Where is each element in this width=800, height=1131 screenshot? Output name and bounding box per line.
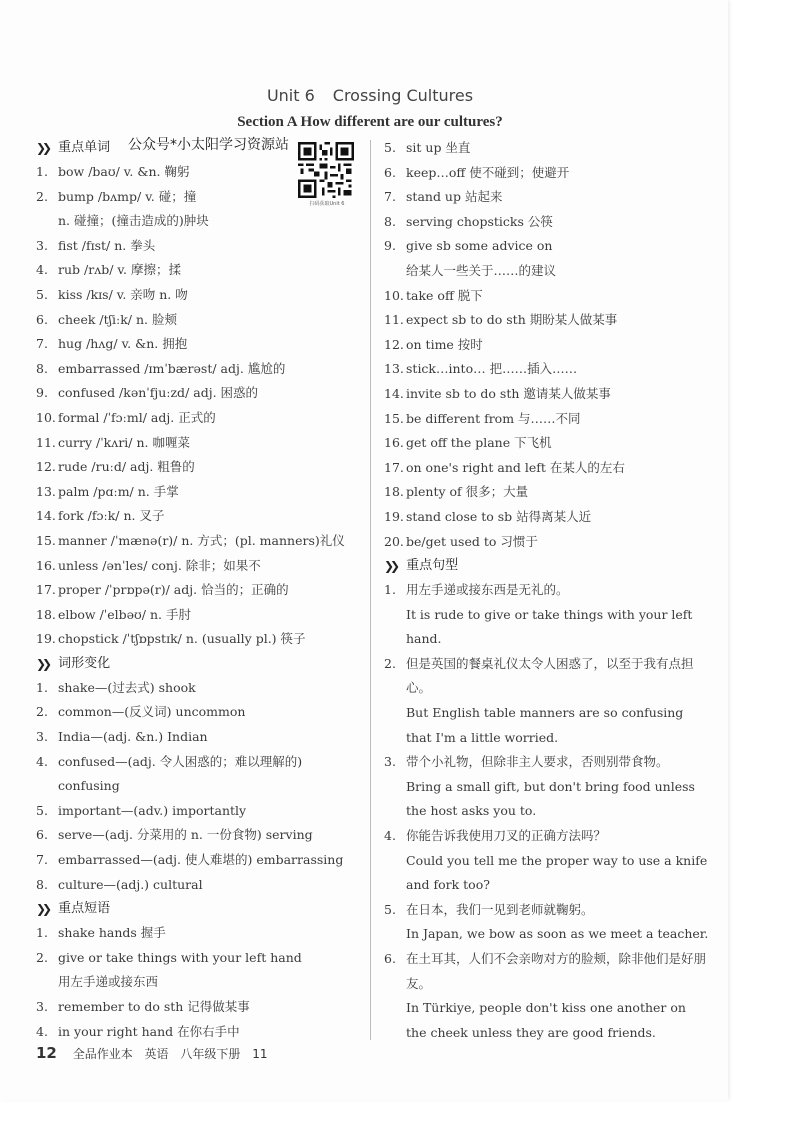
list-item: 4. confused—(adj. 令人困惑的；难以理解的) bbox=[36, 753, 303, 769]
sentence-item: 6. 在土耳其，人们不会亲吻对方的脸颊，除非他们是好朋友。 In Türkiye, people don't kiss one another on the cheek unless they are good friends. bbox=[384, 947, 710, 1045]
vocab-list bbox=[36, 160, 366, 652]
sentence-english: Bring a small gift, but don't bring food unless the host asks you to. bbox=[406, 778, 695, 819]
list-item: 2. give or take things with your left hand bbox=[36, 949, 302, 965]
list-item: 7. hug /hʌg/ v. &n. 拥抱 bbox=[36, 336, 188, 352]
sentences-heading bbox=[384, 554, 710, 578]
list-item: 12. rude /ruːd/ adj. 粗鲁的 bbox=[36, 459, 195, 475]
list-item: 6. cheek /tʃiːk/ n. 脸颊 bbox=[36, 311, 177, 327]
list-item: 20. be/get used to 习惯于 bbox=[384, 533, 538, 549]
page-footer bbox=[36, 1044, 276, 1062]
list-item: 1. shake hands 握手 bbox=[36, 925, 166, 941]
list-item: 18. plenty of 很多；大量 bbox=[384, 484, 529, 500]
sentence-chinese: 在日本，我们一见到老师就鞠躬。 bbox=[406, 901, 594, 917]
list-item: 7. stand up 站起来 bbox=[384, 189, 503, 205]
sentence-item: 4. 你能告诉我使用刀叉的正确方法吗？ Could you tell me the proper way to use a knife and fork too? bbox=[384, 824, 710, 898]
unit-subtitle: Crossing Cultures bbox=[332, 86, 474, 105]
list-item: 8. serving chopsticks 公筷 bbox=[384, 213, 553, 229]
list-item: 14. fork /fɔːk/ n. 叉子 bbox=[36, 508, 165, 524]
sentence-english: In Japan, we bow as soon as we meet a teacher. bbox=[406, 926, 709, 942]
unit-title bbox=[0, 86, 740, 105]
list-item: 13. palm /pɑːm/ n. 手掌 bbox=[36, 483, 179, 499]
list-item: 1. shake—(过去式) shook bbox=[36, 679, 196, 695]
list-item: 10. formal /ˈfɔːml/ adj. 正式的 bbox=[36, 409, 216, 425]
list-item: 5. sit up 坐直 bbox=[384, 140, 471, 155]
page-code: 11 bbox=[252, 1047, 268, 1061]
list-item: 4. in your right hand 在你右手中 bbox=[36, 1023, 240, 1039]
forms-list bbox=[36, 676, 366, 897]
phrases-heading bbox=[36, 897, 366, 921]
sentence-item: 5. 在日本，我们一见到老师就鞠躬。 In Japan, we bow as soon as we meet a teacher. bbox=[384, 898, 710, 947]
double-chevron-icon: ❯❯ bbox=[384, 559, 397, 574]
sentence-english: But English table manners are so confusing that I'm a little worried. bbox=[406, 705, 684, 745]
list-item: 7. embarrassed—(adj. 使人难堪的) embarrassing bbox=[36, 852, 344, 868]
list-item: 6. serve—(adj. 分菜用的 n. 一份食物) serving bbox=[36, 827, 313, 843]
qr-caption: 扫码获取Unit 6 bbox=[309, 201, 345, 207]
section-title: Section A How different are our cultures? bbox=[237, 114, 503, 130]
list-item: 13. stick…into… 把……插入…… bbox=[384, 361, 578, 377]
list-item: 1. bow /baʊ/ v. &n. 鞠躬 bbox=[36, 164, 190, 179]
sentence-chinese: 你能告诉我使用刀叉的正确方法吗？ bbox=[406, 828, 607, 844]
list-item: 2. bump /bʌmp/ v. 碰；撞 bbox=[36, 188, 197, 204]
list-item: 16. get off the plane 下飞机 bbox=[384, 435, 552, 451]
book-title: 全品作业本 bbox=[72, 1047, 133, 1061]
list-item: 8. embarrassed /ɪmˈbærəst/ adj. 尴尬的 bbox=[36, 360, 286, 376]
phrases-list-left bbox=[36, 921, 366, 1044]
watermark-text: 公众号*小太阳学习资源站 bbox=[128, 137, 289, 153]
right-column bbox=[384, 136, 710, 1045]
phrases-list-right bbox=[384, 136, 710, 554]
list-item: 19. chopstick /ˈtʃɒpstɪk/ n. (usually pl.) 筷子 bbox=[36, 631, 306, 647]
column-divider bbox=[370, 140, 371, 1040]
list-item: 15. manner /ˈmænə(r)/ n. 方式；(pl. manners)礼仪 bbox=[36, 532, 345, 548]
forms-heading bbox=[36, 652, 366, 676]
list-item: 3. remember to do sth 记得做某事 bbox=[36, 999, 250, 1014]
subject-label: 英语 bbox=[144, 1047, 169, 1061]
double-chevron-icon: ❯❯ bbox=[36, 902, 49, 917]
list-item: 6. keep…off 使不碰到；使避开 bbox=[384, 164, 570, 180]
list-item: 17. proper /ˈprɒpə(r)/ adj. 恰当的；正确的 bbox=[36, 582, 289, 598]
list-item: confusing bbox=[58, 778, 120, 794]
sentence-chinese: 带个小礼物，但除非主人要求，否则别带食物。 bbox=[406, 754, 669, 770]
sentence-chinese: 但是英国的餐桌礼仪太令人困惑了，以至于我有点担心。 bbox=[406, 655, 694, 696]
list-item: 用左手递或接东西 bbox=[58, 974, 159, 990]
list-item: 17. on one's right and left 在某人的左右 bbox=[384, 459, 625, 475]
left-column bbox=[36, 136, 366, 1044]
list-item: 16. unless /ənˈles/ conj. 除非；如果不 bbox=[36, 557, 261, 573]
sentence-english: Could you tell me the proper way to use a knife and fork too? bbox=[406, 852, 708, 893]
unit-number: Unit 6 bbox=[266, 86, 315, 105]
list-item: 9. confused /kənˈfjuːzd/ adj. 困惑的 bbox=[36, 385, 259, 401]
list-item: 12. on time 按时 bbox=[384, 336, 483, 352]
list-item: 给某人一些关于……的建议 bbox=[406, 262, 557, 278]
grade-label: 八年级下册 bbox=[180, 1047, 241, 1061]
list-item: 11. expect sb to do sth 期盼某人做某事 bbox=[384, 312, 618, 328]
list-item: 19. stand close to sb 站得离某人近 bbox=[384, 508, 592, 524]
double-chevron-icon: ❯❯ bbox=[36, 656, 49, 671]
vocab-heading bbox=[36, 136, 366, 160]
phrases-heading-label: 重点短语 bbox=[58, 901, 111, 917]
sentence-english: It is rude to give or take things with your left hand. bbox=[406, 606, 693, 647]
list-item: 8. culture—(adj.) cultural bbox=[36, 876, 203, 892]
sentence-item: 1. 用左手递或接东西是无礼的。 It is rude to give or take things with your left hand. bbox=[384, 578, 710, 652]
sentences-heading-label: 重点句型 bbox=[406, 558, 459, 574]
forms-heading-label: 词形变化 bbox=[58, 655, 111, 671]
list-item: 4. rub /rʌb/ v. 摩擦；揉 bbox=[36, 262, 181, 278]
list-item: 10. take off 脱下 bbox=[384, 287, 483, 303]
double-chevron-icon: ❯❯ bbox=[36, 141, 49, 155]
list-item: 3. India—(adj. &n.) Indian bbox=[36, 729, 208, 745]
list-item: 9. give sb some advice on bbox=[384, 238, 553, 254]
page-number: 12 bbox=[36, 1044, 57, 1062]
list-item: 14. invite sb to do sth 邀请某人做某事 bbox=[384, 385, 611, 401]
vocab-heading-label: 重点单词 bbox=[58, 140, 111, 155]
sentence-english: In Türkiye, people don't kiss one another on the cheek unless they are good friends. bbox=[406, 1000, 686, 1040]
list-item: n. 碰撞；(撞击造成的)肿块 bbox=[58, 213, 209, 229]
list-item: 11. curry /ˈkʌri/ n. 咖喱菜 bbox=[36, 434, 190, 450]
list-item: 18. elbow /ˈelbəʊ/ n. 手肘 bbox=[36, 606, 191, 622]
list-item: 15. be different from 与……不同 bbox=[384, 410, 581, 426]
sentence-item: 2. 但是英国的餐桌礼仪太令人困惑了，以至于我有点担心。 But English table manners are so confusing that I'm a little worried. bbox=[384, 652, 710, 750]
sentence-chinese: 用左手递或接东西是无礼的。 bbox=[406, 582, 569, 598]
sentences-list bbox=[384, 578, 710, 1045]
list-item: 5. kiss /kɪs/ v. 亲吻 n. 吻 bbox=[36, 286, 188, 302]
sentence-item: 3. 带个小礼物，但除非主人要求，否则别带食物。 Bring a small gift, but don't bring food unless the host asks you to. bbox=[384, 750, 710, 824]
list-item: 3. fist /fɪst/ n. 拳头 bbox=[36, 237, 156, 253]
list-item: 5. important—(adv.) importantly bbox=[36, 802, 247, 818]
list-item: 2. common—(反义词) uncommon bbox=[36, 704, 246, 720]
sentence-chinese: 在土耳其，人们不会亲吻对方的脸颊，除非他们是好朋友。 bbox=[406, 951, 707, 991]
